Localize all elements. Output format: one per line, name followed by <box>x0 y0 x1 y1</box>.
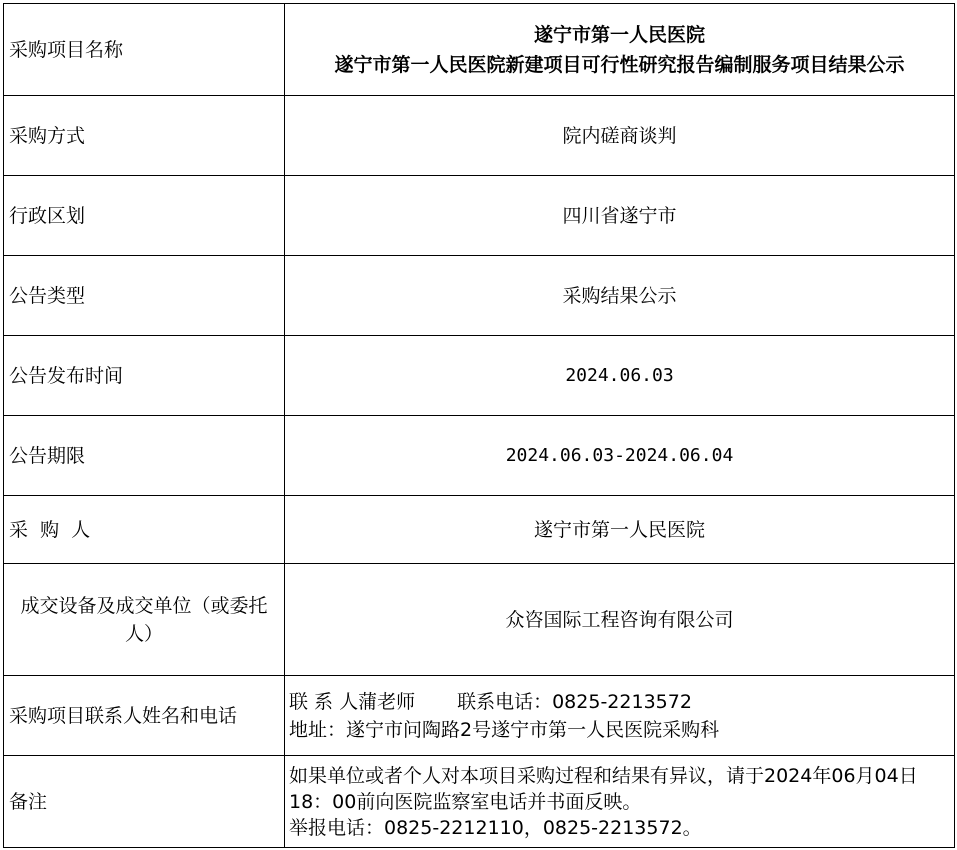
row-method <box>4 96 955 176</box>
value-remarks <box>285 756 955 848</box>
remarks-objection-text: 如果单位或者个人对本项目采购过程和结果有异议，请于2024年06月04日18：00前向医院监察室电话并书面反映。 <box>289 764 918 813</box>
row-notice-type <box>4 256 955 336</box>
row-project-name <box>4 4 955 96</box>
contact-phone: 联系电话：0825-2213572 <box>457 690 692 713</box>
value-method: 院内磋商谈判 <box>285 96 955 176</box>
label-contact: 采购项目联系人姓名和电话 <box>4 676 285 756</box>
contact-address: 地址：遂宁市问陶路2号遂宁市第一人民医院采购科 <box>289 718 720 741</box>
remarks-report-phone: 举报电话：0825-2212110，0825-2213572。 <box>289 816 702 839</box>
label-project-name: 采购项目名称 <box>4 4 285 96</box>
row-purchaser <box>4 496 955 564</box>
value-region: 四川省遂宁市 <box>285 176 955 256</box>
row-contact <box>4 676 955 756</box>
row-period <box>4 416 955 496</box>
value-project-name <box>285 4 955 96</box>
label-winner: 成交设备及成交单位（或委托人） <box>4 564 285 676</box>
value-purchaser: 遂宁市第一人民医院 <box>285 496 955 564</box>
label-publish-time: 公告发布时间 <box>4 336 285 416</box>
value-winner: 众咨国际工程咨询有限公司 <box>285 564 955 676</box>
hospital-title: 遂宁市第一人民医院 <box>533 23 705 46</box>
label-purchaser: 采 购 人 <box>4 496 285 564</box>
contact-person: 联 系 人蒲老师 <box>289 690 416 713</box>
label-remarks: 备注 <box>4 756 285 848</box>
value-notice-type: 采购结果公示 <box>285 256 955 336</box>
contact-line <box>289 688 954 716</box>
value-contact <box>285 676 955 756</box>
label-method: 采购方式 <box>4 96 285 176</box>
value-publish-time: 2024.06.03 <box>565 365 674 386</box>
row-winner <box>4 564 955 676</box>
value-period: 2024.06.03-2024.06.04 <box>505 445 734 466</box>
row-region <box>4 176 955 256</box>
label-region: 行政区划 <box>4 176 285 256</box>
procurement-result-table <box>3 3 955 848</box>
row-publish-time <box>4 336 955 416</box>
row-remarks <box>4 756 955 848</box>
label-period: 公告期限 <box>4 416 285 496</box>
project-title: 遂宁市第一人民医院新建项目可行性研究报告编制服务项目结果公示 <box>334 53 905 76</box>
label-notice-type: 公告类型 <box>4 256 285 336</box>
